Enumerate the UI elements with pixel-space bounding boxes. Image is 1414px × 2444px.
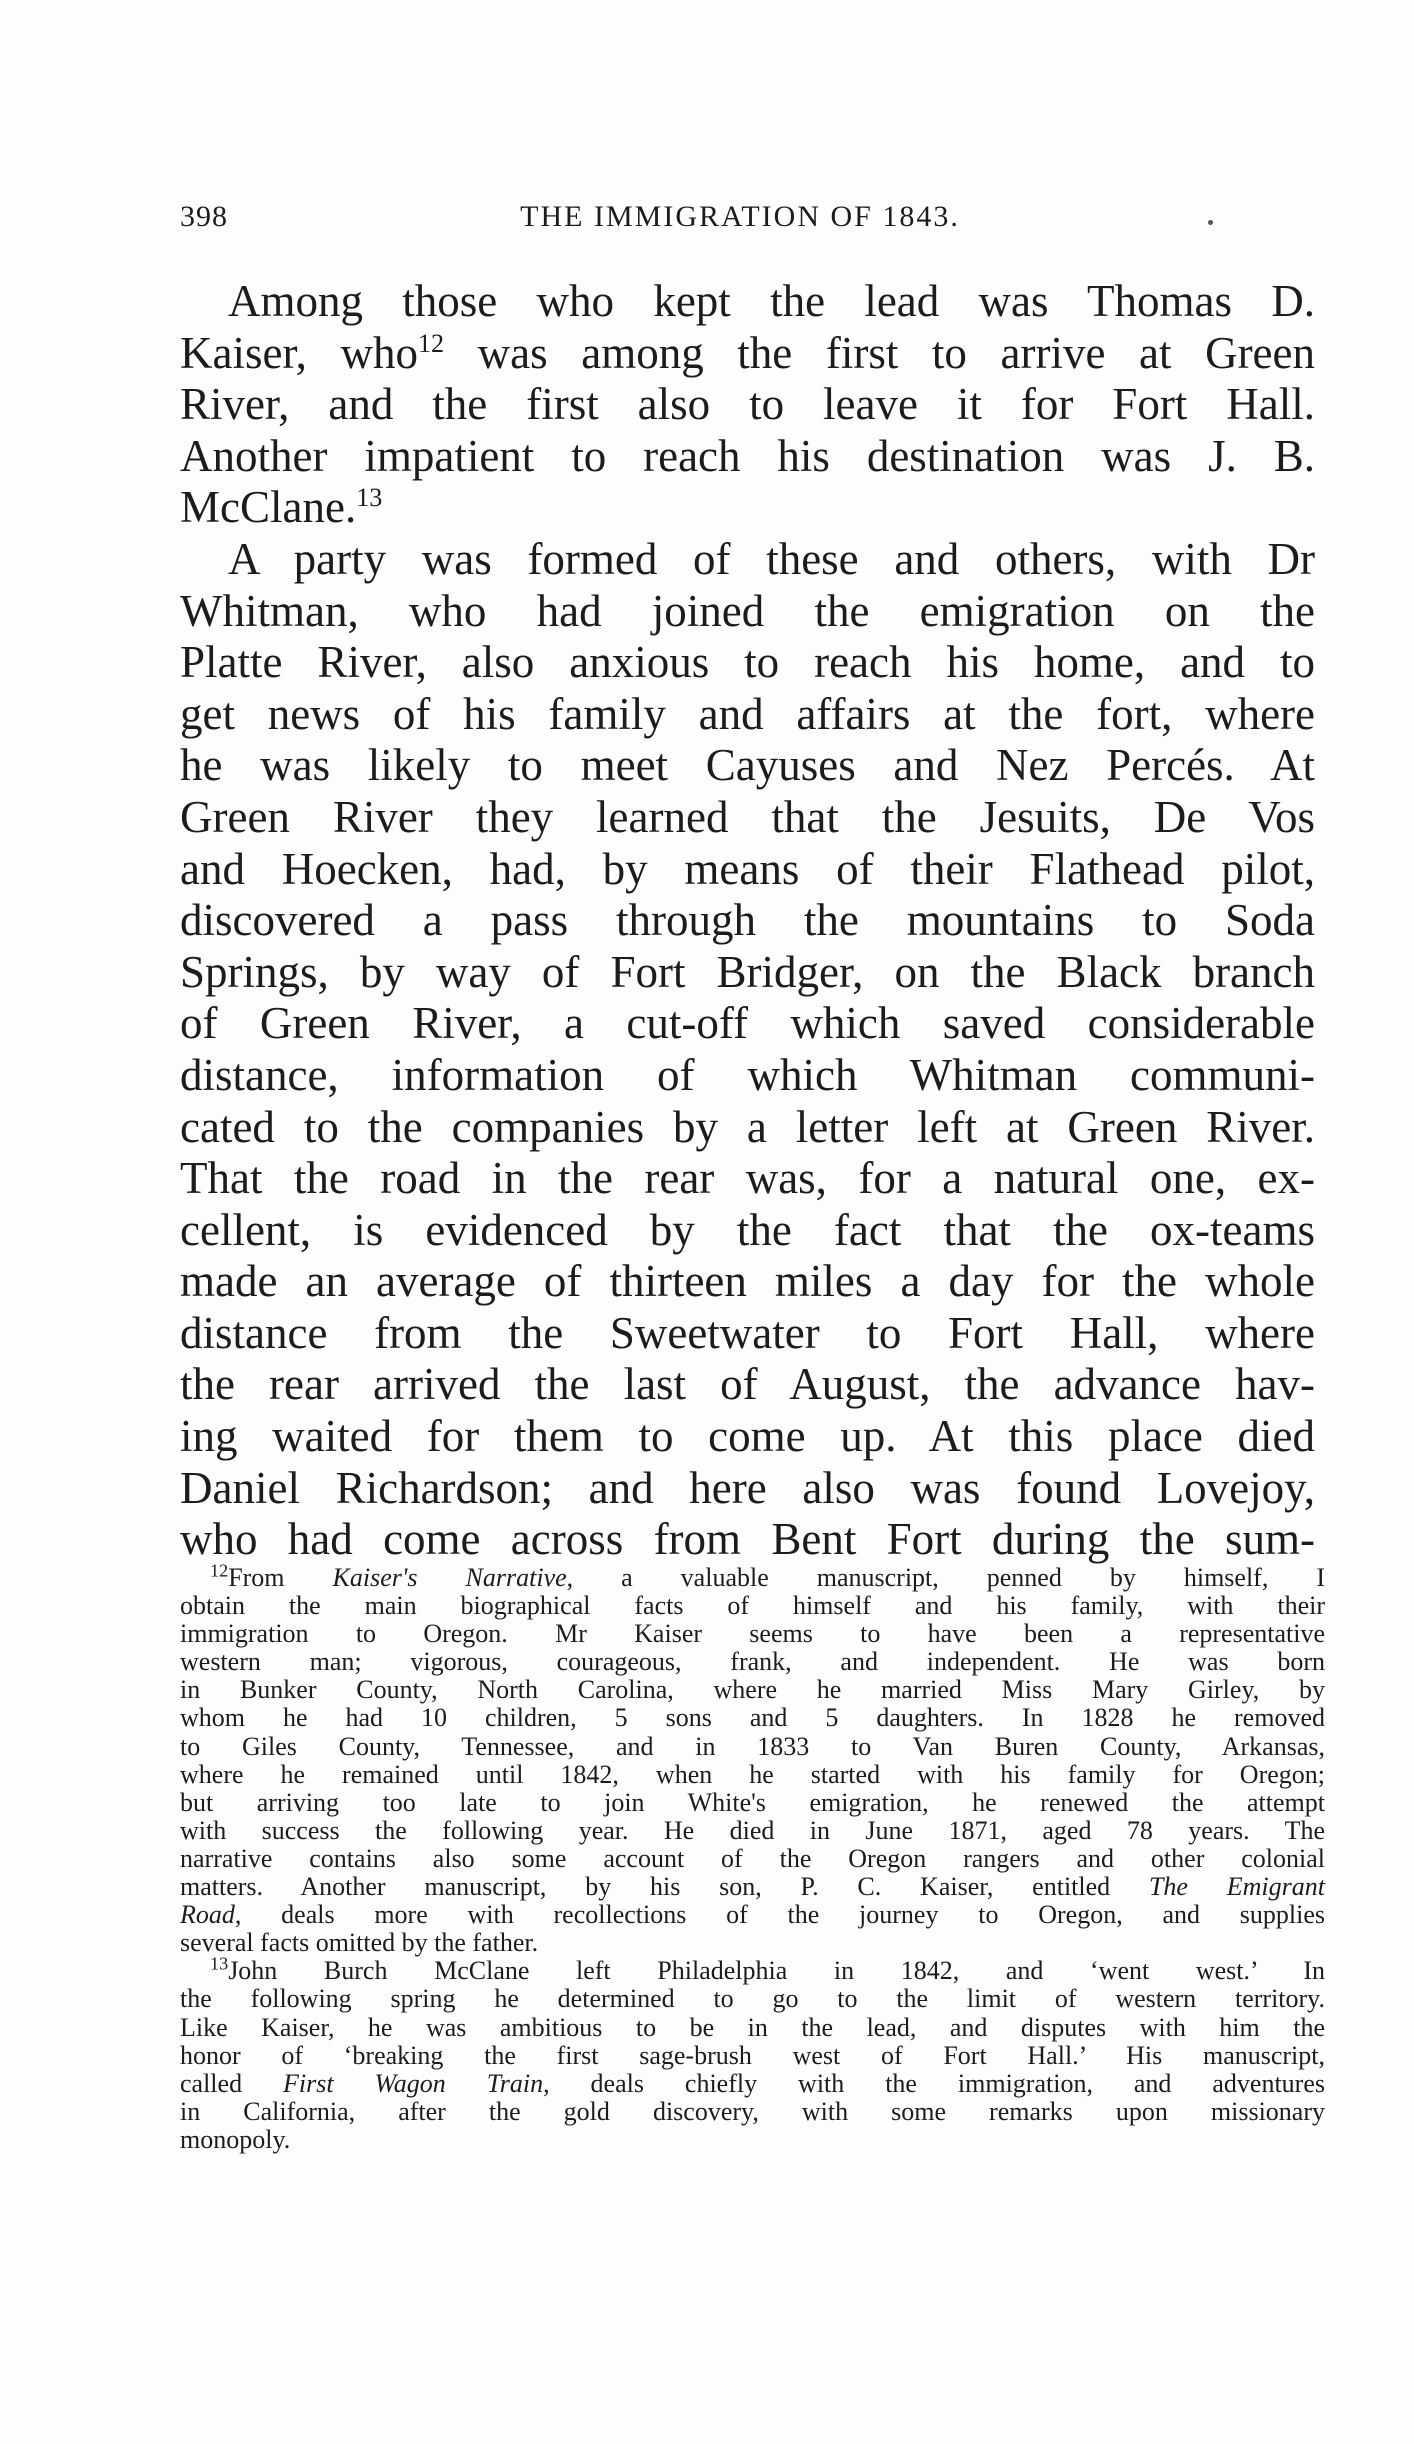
body-line: Kaiser, who$^{12}$ was among the first to arrive at Green	[180, 327, 1316, 378]
body-line: Among those who kept the lead was Thomas D.	[228, 276, 1315, 326]
body-line: Green River they learned that the Jesuits, De Vos	[180, 791, 1315, 842]
footnote-line: narrative contains also some account of the Oregon rangers and other colonial	[180, 1843, 1325, 1873]
footnote-line: several facts omitted by the father.	[180, 1928, 539, 1958]
body-line: That the road in the rear was, for a natural one, ex-	[180, 1153, 1315, 1204]
footnote-line: with success the following year. He died in June 1871, aged 78 years. The	[180, 1815, 1325, 1845]
running-title: THE IMMIGRATION OF 1843.	[520, 200, 960, 233]
footnote-line: immigration to Oregon. Mr Kaiser seems to have been a representative	[180, 1619, 1325, 1649]
italic-title: Kaiser's Narrative	[332, 1563, 567, 1592]
footnote-line: western man; vigorous, courageous, frank, and independent. He was born	[180, 1647, 1325, 1677]
footnote-line: in Bunker County, North Carolina, where he married Miss Mary Girley, by	[180, 1675, 1325, 1705]
footnote-number: 12	[210, 1560, 229, 1581]
footnote-line: Like Kaiser, he was ambitious to be in the lead, and disputes with him the	[180, 2012, 1325, 2042]
footnote-line: $^{13}$John Burch McClane left Philadelphia in 1842, and ‘went west.’ In	[210, 1953, 1325, 1986]
body-text	[180, 276, 1315, 1566]
body-line: cellent, is evidenced by the fact that the ox-teams	[180, 1204, 1315, 1255]
footnote-line: to Giles County, Tennessee, and in 1833 to Van Buren County, Arkansas,	[180, 1731, 1325, 1761]
page-number: 398	[180, 200, 228, 233]
body-line: cated to the companies by a letter left at Green River.	[180, 1101, 1315, 1152]
body-line: who had come across from Bent Fort during the sum-	[180, 1514, 1315, 1565]
body-line: of Green River, a cut-off which saved considerable	[180, 998, 1315, 1049]
footnote-line: whom he had 10 children, 5 sons and 5 daughters. In 1828 he removed	[180, 1703, 1325, 1733]
body-line: get news of his family and affairs at the fort, where	[180, 688, 1315, 739]
body-line: River, and the first also to leave it for Fort Hall.	[180, 379, 1315, 430]
footnote-line: Road, deals more with recollections of the journey to Oregon, and supplies	[180, 1900, 1325, 1930]
body-line: discovered a pass through the mountains to Soda	[180, 895, 1315, 946]
body-line: and Hoecken, had, by means of their Flathead pilot,	[180, 843, 1315, 894]
footnote-line: $^{12}$From Kaiser's Narrative, a valuable manuscript, penned by himself, I	[210, 1560, 1325, 1592]
footnote-number: 13	[210, 1953, 229, 1974]
italic-title: First Wagon Train	[283, 2068, 544, 2098]
body-line: ing waited for them to come up. At this place died	[180, 1411, 1315, 1462]
body-line: Another impatient to reach his destination was J. B.	[180, 430, 1315, 481]
running-head	[180, 200, 1300, 240]
body-line: made an average of thirteen miles a day for the whole	[180, 1256, 1315, 1307]
footnote-line: matters. Another manuscript, by his son, P. C. Kaiser, entitled The Emigrant	[180, 1872, 1325, 1902]
body-line: McClane.$^{13}$	[180, 482, 383, 533]
footnote-line: where he remained until 1842, when he started with his family for Oregon;	[180, 1759, 1325, 1789]
footnote-reference: 12	[417, 328, 445, 358]
body-line: he was likely to meet Cayuses and Nez Percés. At	[180, 740, 1315, 791]
body-line: Platte River, also anxious to reach his home, and to	[180, 637, 1315, 688]
body-line: Whitman, who had joined the emigration on the	[180, 585, 1315, 636]
footnote-line: honor of ‘breaking the first sage-brush west of Fort Hall.’ His manuscript,	[180, 2040, 1325, 2070]
body-line: the rear arrived the last of August, the advance hav-	[180, 1359, 1315, 1410]
footnote-line: in California, after the gold discovery, with some remarks upon missionary	[180, 2096, 1325, 2126]
body-line: A party was formed of these and others, with Dr	[228, 533, 1315, 584]
footnote-line: called First Wagon Train, deals chiefly with the immigration, and adventures	[180, 2068, 1325, 2098]
body-line: distance from the Sweetwater to Fort Hall, where	[180, 1307, 1315, 1358]
footnote-line: monopoly.	[180, 2124, 291, 2154]
body-line: Daniel Richardson; and here also was found Lovejoy,	[180, 1462, 1315, 1513]
print-speck	[1208, 220, 1213, 225]
footnote-line: obtain the main biographical facts of himself and his family, with their	[180, 1591, 1325, 1621]
italic-title: Road	[180, 1900, 235, 1930]
body-line: Springs, by way of Fort Bridger, on the Black branch	[180, 946, 1315, 997]
body-line: distance, information of which Whitman communi-	[180, 1049, 1315, 1100]
footnote-line: the following spring he determined to go to the limit of western territory.	[180, 1984, 1325, 2014]
footnote-reference: 13	[356, 483, 383, 513]
footnote-line: but arriving too late to join White's emigration, he renewed the attempt	[180, 1787, 1325, 1817]
italic-title: The Emigrant	[1148, 1872, 1325, 1902]
footnotes	[180, 1560, 1325, 2154]
